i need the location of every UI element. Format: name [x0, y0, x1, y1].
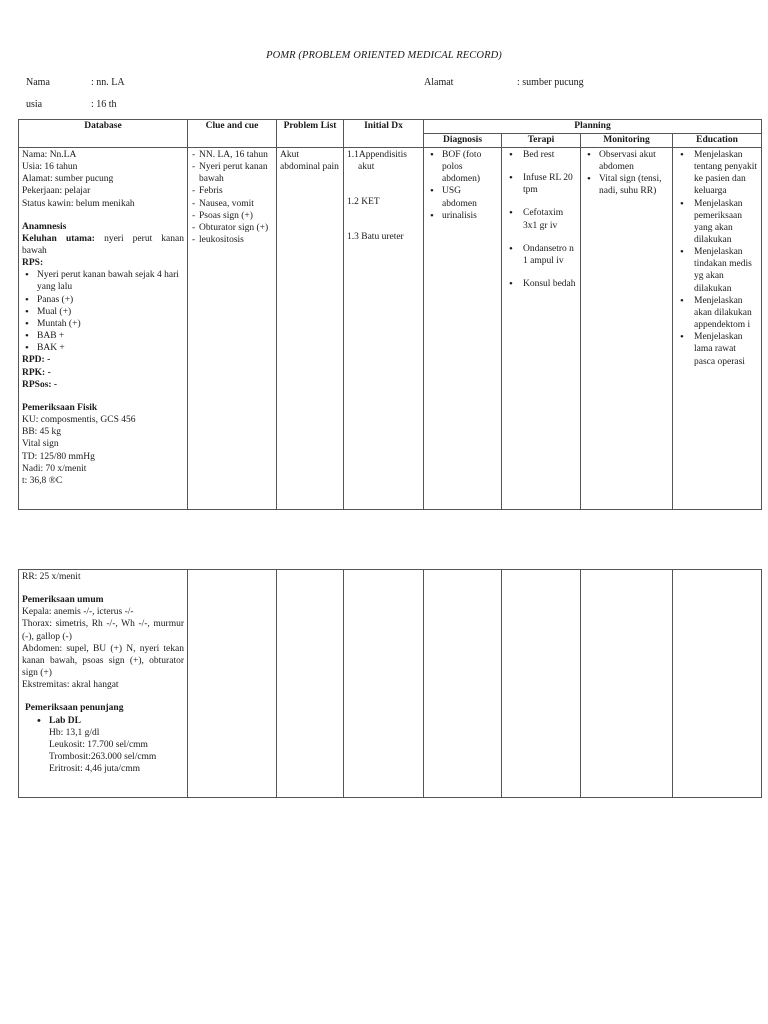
rpsos-line: RPSos: -: [22, 379, 58, 390]
header-diagnosis: Diagnosis: [424, 134, 502, 148]
clue-list: [191, 149, 273, 246]
clue-item: - Febris: [191, 185, 273, 197]
rpk-line: RPK: -: [22, 367, 51, 378]
diagnosis-item: • USG abdomen: [427, 185, 498, 209]
identity-line: Status kawin: belum menikah: [22, 198, 135, 209]
education-item: • Menjelaskan lama rawat pasca operasi: [676, 331, 758, 367]
nama-label: Nama: [26, 77, 50, 88]
keluhan-label: Keluhan utama:: [22, 233, 95, 244]
fisik-line: Vital sign: [22, 439, 59, 450]
rps-item: • Panas (+): [22, 294, 184, 306]
header-monitoring: Monitoring: [581, 134, 673, 148]
pemeriksaan-fisik-heading: Pemeriksaan Fisik: [22, 402, 98, 413]
keluhan-utama: [22, 233, 184, 257]
diagnosis-item: • BOF (foto polos abdomen): [427, 149, 498, 185]
header-education: Education: [673, 134, 762, 148]
rps-label: RPS:: [22, 258, 44, 269]
diagnosis-cell: [424, 147, 502, 509]
header-database: Database: [19, 120, 188, 148]
terapi-item: • Bed rest: [505, 149, 577, 161]
terapi-item: • Infuse RL 20 tpm: [505, 172, 577, 196]
clue-item: - leukositosis: [191, 234, 273, 246]
fisik-line: t: 36,8 ®C: [22, 475, 63, 486]
empty-cell: [673, 570, 762, 798]
rr-line: RR: 25 x/menit: [22, 572, 81, 582]
alamat-value: : sumber pucung: [517, 77, 584, 88]
rps-item: • Mual (+): [22, 306, 184, 318]
terapi-item: • Ondansetro n 1 ampul iv: [505, 243, 577, 267]
document-title: POMR (PROBLEM ORIENTED MEDICAL RECORD): [266, 50, 502, 61]
clue-item: - NN. LA, 16 tahun: [191, 149, 273, 161]
pomr-table: [18, 119, 762, 510]
lab-value: Leukosit: 17.700 sel/cmm: [49, 739, 148, 750]
fisik-line: TD: 125/80 mmHg: [22, 451, 95, 462]
initial-dx-item: 1.3 Batu ureter: [347, 232, 404, 243]
rps-item: • BAB +: [22, 330, 184, 342]
clue-item: - Psoas sign (+): [191, 210, 273, 222]
header-problem-list: Problem List: [277, 120, 344, 148]
header-clue: Clue and cue: [188, 120, 277, 148]
problem-cell: [277, 147, 344, 509]
empty-cell: [344, 570, 424, 798]
lab-value: Trombosit:263.000 sel/cmm: [49, 752, 157, 763]
identity-line: Usia: 16 tahun: [22, 162, 78, 173]
rps-item: • Nyeri perut kanan bawah sejak 4 hari yang lalu: [22, 269, 184, 293]
clue-item: - Nausea, vomit: [191, 198, 273, 210]
empty-cell: [188, 570, 277, 798]
empty-cell: [424, 570, 502, 798]
monitoring-item: • Observasi akut abdomen: [584, 149, 669, 173]
rps-item: • BAK +: [22, 342, 184, 354]
initial-dx-cell: [344, 147, 424, 509]
usia-label: usia: [26, 99, 43, 110]
database-cell: [19, 147, 188, 509]
umum-line: Ekstremitas: akral hangat: [22, 680, 119, 691]
header-terapi: Terapi: [502, 134, 581, 148]
education-item: • Menjelaskan pemeriksaan yang akan dilakukan: [676, 198, 758, 247]
lab-value: Hb: 13,1 g/dl: [49, 727, 100, 738]
nama-value: : nn. LA: [91, 77, 125, 88]
monitoring-list: [584, 149, 669, 198]
problem-text: Akut abdominal pain: [280, 149, 339, 173]
identity-line: Alamat: sumber pucung: [22, 174, 114, 185]
alamat-label: Alamat: [424, 77, 454, 88]
education-list: [676, 149, 758, 368]
database-continuation-cell: [19, 570, 188, 798]
diagnosis-item: • urinalisis: [427, 210, 498, 222]
header-initial-dx: Initial Dx: [344, 120, 424, 148]
clue-cell: [188, 147, 277, 509]
education-item: • Menjelaskan tindakan medis yg akan dilakukan: [676, 246, 758, 295]
pomr-continuation-table: [18, 569, 762, 798]
terapi-cell: [502, 147, 581, 509]
rps-item: • Muntah (+): [22, 318, 184, 330]
education-cell: [673, 147, 762, 509]
monitoring-item: • Vital sign (tensi, nadi, suhu RR): [584, 173, 669, 197]
terapi-item: • Cefotaxim 3x1 gr iv: [505, 207, 577, 231]
terapi-list: [505, 149, 577, 290]
umum-line: Thorax: simetris, Rh -/-, Wh -/-, murmur (-), gallop (-): [22, 619, 184, 642]
identity-line: Nama: Nn.LA: [22, 149, 77, 160]
umum-line: Kepala: anemis -/-, icterus -/-: [22, 607, 134, 618]
fisik-line: BB: 45 kg: [22, 427, 62, 438]
identity-line: Pekerjaan: pelajar: [22, 186, 91, 197]
terapi-item: • Konsul bedah: [505, 278, 577, 290]
monitoring-cell: [581, 147, 673, 509]
rps-list: [22, 269, 184, 354]
umum-line: Abdomen: supel, BU (+) N, nyeri tekan kanan bawah, psoas sign (+), obturator sign (+): [22, 643, 184, 679]
lab-list: [22, 715, 184, 727]
clue-item: - Obturator sign (+): [191, 222, 273, 234]
empty-cell: [502, 570, 581, 798]
pemeriksaan-umum-heading: Pemeriksaan umum: [22, 595, 104, 606]
empty-cell: [277, 570, 344, 798]
rpd-line: RPD: -: [22, 355, 51, 366]
initial-dx-item: 1.2 KET: [347, 197, 380, 208]
diagnosis-list: [427, 149, 498, 222]
lab-dl-heading: • Lab DL: [34, 715, 184, 727]
pemeriksaan-penunjang-heading: Pemeriksaan penunjang: [25, 703, 124, 714]
empty-cell: [581, 570, 673, 798]
keluhan-value: nyeri perut kanan bawah: [22, 233, 184, 257]
education-item: • Menjelaskan akan dilakukan appendektom i: [676, 295, 758, 331]
fisik-line: Nadi: 70 x/menit: [22, 463, 87, 474]
initial-dx-item: 1.1Appendisitis akut: [347, 149, 407, 173]
anamnesis-heading: Anamnesis: [22, 221, 67, 232]
clue-item: - Nyeri perut kanan bawah: [191, 161, 273, 185]
lab-value: Eritrosit: 4,46 juta/cmm: [49, 764, 141, 775]
header-planning: Planning: [424, 120, 762, 134]
fisik-line: KU: composmentis, GCS 456: [22, 415, 136, 426]
usia-value: : 16 th: [91, 99, 117, 110]
education-item: • Menjelaskan tentang penyakit ke pasien dan keluarga: [676, 149, 758, 198]
